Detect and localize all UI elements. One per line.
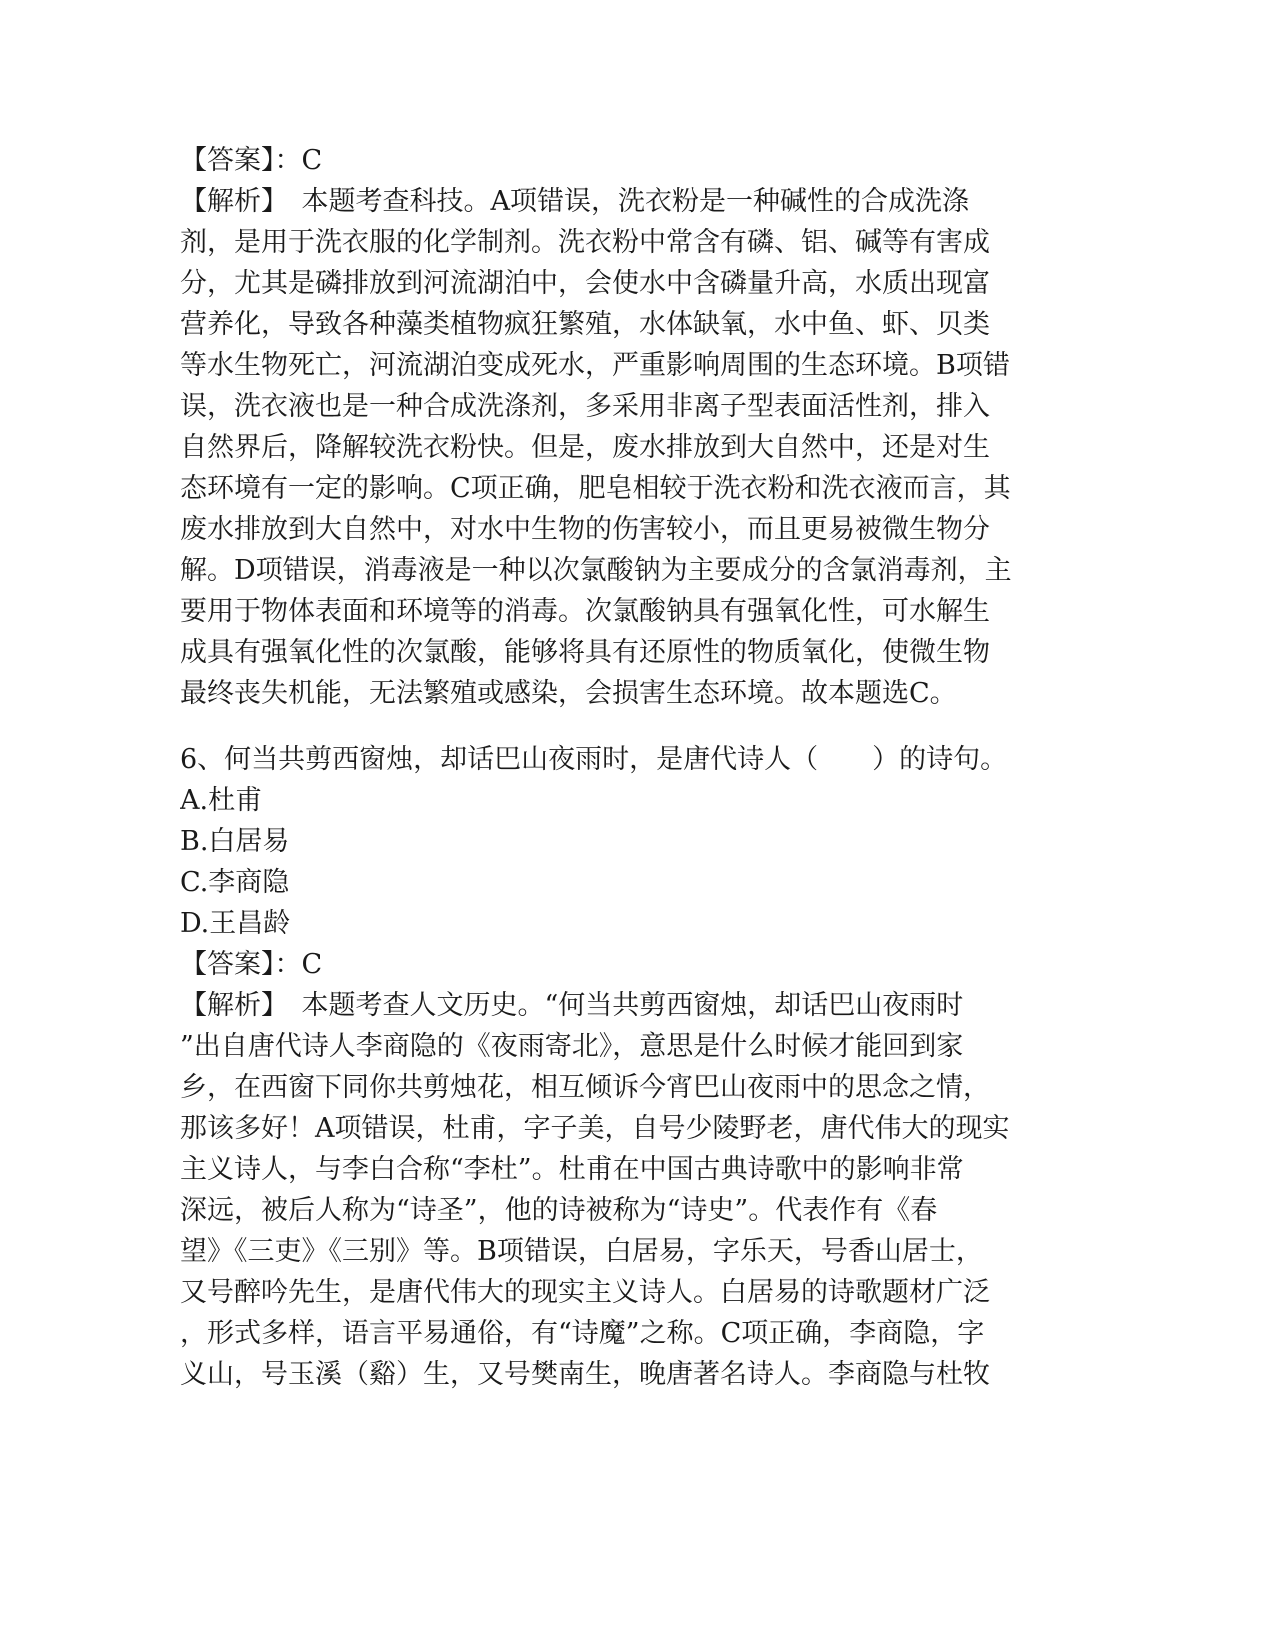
- analysis-line: 成具有强氧化性的次氯酸，能够将具有还原性的物质氧化，使微生物: [180, 637, 990, 668]
- analysis-line: 又号醉吟先生，是唐代伟大的现实主义诗人。白居易的诗歌题材广泛: [180, 1277, 990, 1308]
- analysis-line: 要用于物体表面和环境等的消毒。次氯酸钠具有强氧化性，可水解生: [180, 596, 990, 627]
- analysis-line: 自然界后，降解较洗衣粉快。但是，废水排放到大自然中，还是对生: [180, 432, 990, 463]
- analysis-line: 那该多好！A项错误，杜甫，字子美，自号少陵野老，唐代伟大的现实: [180, 1113, 1010, 1144]
- analysis-line: ，形式多样，语言平易通俗，有“诗魔”之称。C项正确，李商隐，字: [180, 1318, 985, 1349]
- question-stem: 6、何当共剪西窗烛，却话巴山夜雨时，是唐代诗人（ ）的诗句。: [180, 744, 1008, 775]
- analysis-line: 望》《三吏》《三别》等。B项错误，白居易，字乐天，号香山居士，: [180, 1236, 983, 1267]
- analysis-line: 分，尤其是磷排放到河流湖泊中，会使水中含磷量升高，水质出现富: [180, 268, 990, 299]
- analysis-line: 【解析】 本题考查科技。A项错误，洗衣粉是一种碱性的合成洗涤: [180, 186, 969, 217]
- analysis-line: 主义诗人，与李白合称“李杜”。杜甫在中国古典诗歌中的影响非常: [180, 1154, 964, 1185]
- analysis-line: 解。D项错误，消毒液是一种以次氯酸钠为主要成分的含氯消毒剂，主: [180, 555, 1012, 586]
- analysis-line: 营养化，导致各种藻类植物疯狂繁殖，水体缺氧，水中鱼、虾、贝类: [180, 309, 990, 340]
- option-c: C.李商隐: [180, 867, 290, 898]
- analysis-line: 乡，在西窗下同你共剪烛花，相互倾诉今宵巴山夜雨中的思念之情，: [180, 1072, 990, 1103]
- analysis-line: 剂，是用于洗衣服的化学制剂。洗衣粉中常含有磷、铝、碱等有害成: [180, 227, 990, 258]
- option-d: D.王昌龄: [180, 908, 291, 939]
- answer-line: 【答案】：C: [180, 949, 323, 980]
- option-a: A.杜甫: [180, 785, 263, 816]
- analysis-line: 误，洗衣液也是一种合成洗涤剂，多采用非离子型表面活性剂，排入: [180, 391, 990, 422]
- analysis-line: 义山，号玉溪（谿）生，又号樊南生，晚唐著名诗人。李商隐与杜牧: [180, 1359, 990, 1390]
- analysis-line: 废水排放到大自然中，对水中生物的伤害较小，而且更易被微生物分: [180, 514, 990, 545]
- analysis-line: 最终丧失机能，无法繁殖或感染，会损害生态环境。故本题选C。: [180, 678, 957, 709]
- analysis-line: 等水生物死亡，河流湖泊变成死水，严重影响周围的生态环境。B项错: [180, 350, 1010, 381]
- answer-line: 【答案】：C: [180, 145, 323, 176]
- analysis-line: ”出自唐代诗人李商隐的《夜雨寄北》，意思是什么时候才能回到家: [180, 1031, 964, 1062]
- option-b: B.白居易: [180, 826, 290, 857]
- analysis-line: 深远，被后人称为“诗圣”，他的诗被称为“诗史”。代表作有《春: [180, 1195, 938, 1226]
- analysis-line: 态环境有一定的影响。C项正确，肥皂相较于洗衣粉和洗衣液而言，其: [180, 473, 1011, 504]
- analysis-line: 【解析】 本题考查人文历史。“何当共剪西窗烛，却话巴山夜雨时: [180, 990, 964, 1021]
